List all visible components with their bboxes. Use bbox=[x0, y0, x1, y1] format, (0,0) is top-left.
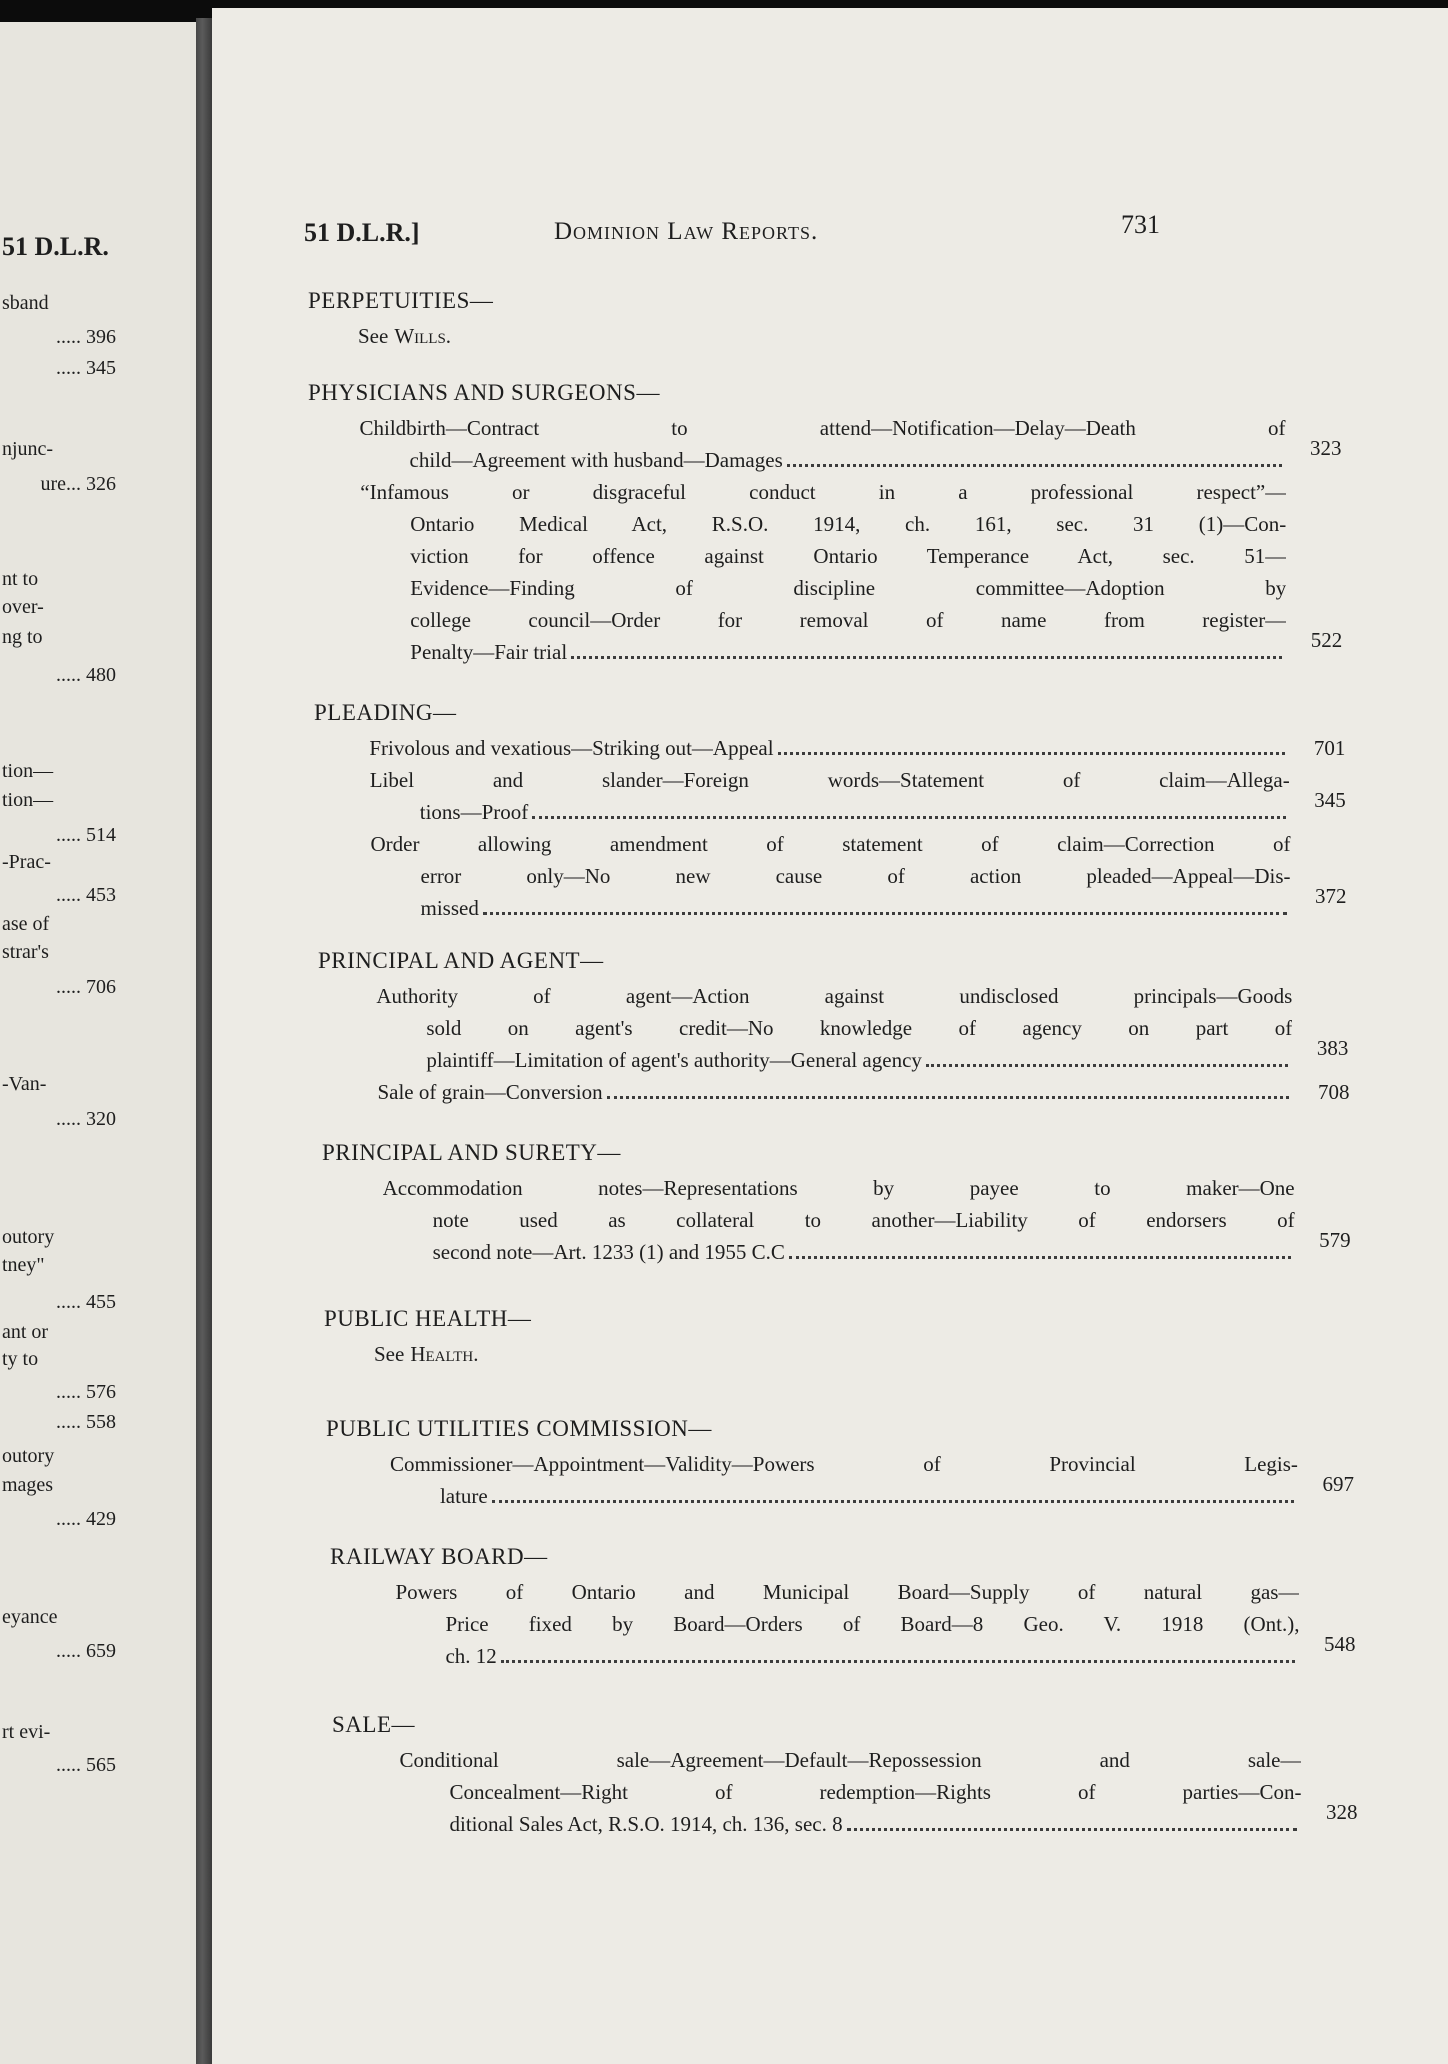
left-page-fragment-line: -Van- bbox=[2, 1073, 47, 1095]
left-page-fragment-line: ure... 326 bbox=[40, 473, 116, 495]
left-page-fragment-line: njunc- bbox=[2, 438, 54, 460]
entry-line: error only—No new cause of action pleaded—Appeal—Dis- bbox=[420, 864, 1291, 888]
index-heading: SALE— bbox=[332, 1712, 415, 1737]
see-prefix: See bbox=[358, 324, 389, 348]
volume-label: 51 D.L.R.] bbox=[304, 218, 420, 247]
page-reference: 345 bbox=[1314, 788, 1346, 812]
see-prefix: See bbox=[374, 1342, 405, 1366]
entry-line: Concealment—Right of redemption—Rights of parties—Con- bbox=[449, 1780, 1302, 1804]
entry-line: Conditional sale—Agreement—Default—Repossession and sale— bbox=[399, 1748, 1302, 1772]
see-target: Health. bbox=[410, 1342, 479, 1366]
entry-text: child—Agreement with husband—Damages bbox=[409, 448, 783, 472]
left-page-fragment-line: tney" bbox=[2, 1254, 45, 1276]
entry-line: sold on agent's credit—No knowledge of agency on part of bbox=[426, 1016, 1293, 1040]
entry-line: Powers of Ontario and Municipal Board—Supply of natural gas— bbox=[395, 1580, 1300, 1604]
entry-text: tions—Proof bbox=[419, 800, 529, 824]
left-page-fragment-line: ..... 455 bbox=[56, 1291, 116, 1313]
entry-final-line bbox=[440, 1482, 1298, 1510]
dot-leader bbox=[926, 1064, 1288, 1067]
entry-final-line bbox=[433, 1238, 1295, 1266]
entry-line: Commissioner—Appointment—Validity—Powers of Provincial Legis- bbox=[389, 1452, 1298, 1476]
left-page-fragment-line: ng to bbox=[2, 626, 43, 648]
left-page-fragment-line: outory bbox=[2, 1226, 55, 1248]
entry-text: Sale of grain—Conversion bbox=[377, 1080, 603, 1104]
dot-leader bbox=[847, 1828, 1298, 1831]
left-page-fragment-line: sband bbox=[2, 292, 49, 314]
entry-text: ch. 12 bbox=[445, 1644, 497, 1668]
entry-line: viction for offence against Ontario Temperance Act, sec. 51— bbox=[410, 544, 1287, 568]
dot-leader bbox=[789, 1256, 1291, 1259]
left-page-fragment-line: ..... 396 bbox=[56, 326, 116, 348]
entry-final-line bbox=[421, 894, 1291, 922]
dot-leader bbox=[532, 816, 1285, 819]
entry-line: note used as collateral to another—Liability of endorsers of bbox=[432, 1208, 1295, 1232]
left-page-fragment-line: tion— bbox=[2, 760, 54, 782]
left-page-fragment-line: ..... 576 bbox=[56, 1381, 116, 1403]
see-reference bbox=[374, 1340, 479, 1368]
dot-leader bbox=[492, 1500, 1294, 1503]
index-heading: RAILWAY BOARD— bbox=[330, 1544, 548, 1569]
left-page-fragment-line: ..... 659 bbox=[56, 1640, 116, 1662]
left-page-fragment-line: ase of bbox=[2, 913, 50, 935]
see-target: Wills. bbox=[394, 324, 452, 348]
page-reference: 701 bbox=[1313, 736, 1346, 760]
see-reference bbox=[358, 322, 451, 350]
page-reference: 522 bbox=[1310, 628, 1343, 652]
entry-text: ditional Sales Act, R.S.O. 1914, ch. 136, sec. 8 bbox=[449, 1812, 843, 1836]
entry-text: plaintiff—Limitation of agent's authority—General agency bbox=[426, 1048, 922, 1072]
entry-final-line bbox=[420, 798, 1290, 826]
entry-text: Frivolous and vexatious—Striking out—Appeal bbox=[369, 736, 774, 760]
entry-text: second note—Art. 1233 (1) and 1955 C.C bbox=[432, 1240, 785, 1264]
index-heading: PUBLIC HEALTH— bbox=[324, 1306, 532, 1331]
left-page-fragment-line: eyance bbox=[2, 1606, 58, 1628]
index-heading: PLEADING— bbox=[314, 700, 457, 725]
entry-line: Order allowing amendment of statement of claim—Correction of bbox=[370, 832, 1291, 856]
dot-leader bbox=[787, 464, 1282, 467]
left-page-fragment-line: ..... 514 bbox=[56, 824, 116, 846]
entry-line: Ontario Medical Act, R.S.O. 1914, ch. 161, sec. 31 (1)—Con- bbox=[410, 512, 1287, 536]
index-heading: PRINCIPAL AND AGENT— bbox=[318, 948, 604, 973]
page-reference: 328 bbox=[1325, 1800, 1358, 1824]
entry-line: “Infamous or disgraceful conduct in a professional respect”— bbox=[360, 480, 1287, 504]
entry-text: Penalty—Fair trial bbox=[410, 640, 568, 664]
left-page-fragment-line: ..... 429 bbox=[56, 1508, 116, 1530]
dot-leader bbox=[571, 656, 1282, 659]
page-reference: 708 bbox=[1317, 1080, 1350, 1104]
dot-leader bbox=[483, 912, 1287, 915]
page-number: 731 bbox=[1121, 210, 1160, 239]
left-page-fragment-line: rt evi- bbox=[2, 1721, 51, 1743]
left-page-fragment-line: ..... 565 bbox=[56, 1754, 116, 1776]
left-page-fragment-line: ..... 706 bbox=[56, 976, 116, 998]
book-gutter bbox=[196, 18, 212, 2064]
left-page-fragment-line: mages bbox=[2, 1474, 54, 1496]
running-header bbox=[304, 210, 1160, 250]
index-heading: PUBLIC UTILITIES COMMISSION— bbox=[326, 1416, 712, 1441]
dot-leader bbox=[501, 1660, 1296, 1663]
entry-final-line bbox=[377, 1078, 1293, 1106]
entry-final-line bbox=[410, 638, 1286, 666]
left-page-fragment-line: ..... 320 bbox=[56, 1108, 116, 1130]
entry-line: Accommodation notes—Representations by payee to maker—One bbox=[382, 1176, 1295, 1200]
index-heading: PRINCIPAL AND SURETY— bbox=[322, 1140, 621, 1165]
left-page-fragment-line: strar's bbox=[2, 941, 49, 963]
page-reference: 372 bbox=[1315, 884, 1347, 908]
entry-final-line bbox=[426, 1046, 1292, 1074]
left-page-fragment-line: ant or bbox=[2, 1321, 49, 1343]
page-reference: 323 bbox=[1310, 436, 1342, 460]
entry-final-line bbox=[369, 734, 1289, 762]
entry-line: Evidence—Finding of discipline committee—Adoption by bbox=[410, 576, 1287, 600]
index-heading: PHYSICIANS AND SURGEONS— bbox=[308, 380, 660, 405]
left-page-fragment-line: ..... 480 bbox=[56, 664, 116, 686]
dot-leader bbox=[607, 1096, 1290, 1099]
left-page-fragment-line: ..... 558 bbox=[56, 1411, 116, 1433]
left-page-fragment-line: tion— bbox=[2, 789, 54, 811]
dot-leader bbox=[778, 752, 1286, 755]
entry-line: Libel and slander—Foreign words—Statement of claim—Allega- bbox=[369, 768, 1290, 792]
page-reference: 697 bbox=[1322, 1472, 1354, 1496]
entry-text: lature bbox=[439, 1484, 488, 1508]
entry-final-line bbox=[449, 1810, 1301, 1838]
page-reference: 548 bbox=[1323, 1632, 1356, 1656]
left-page-fragment-line: ty to bbox=[2, 1348, 39, 1370]
entry-line: college council—Order for removal of name from register— bbox=[410, 608, 1287, 632]
index-heading: PERPETUITIES— bbox=[308, 288, 494, 313]
entry-line: Price fixed by Board—Orders of Board—8 Geo. V. 1918 (Ont.), bbox=[445, 1612, 1300, 1636]
left-page-fragment-line: nt to bbox=[2, 568, 39, 590]
left-page-header: 51 D.L.R. bbox=[2, 232, 109, 261]
entry-final-line bbox=[445, 1642, 1299, 1670]
publication-title: Dominion Law Reports. bbox=[554, 218, 819, 245]
left-page-fragment-line: over- bbox=[2, 596, 44, 618]
left-page-fragment-line: outory bbox=[2, 1445, 55, 1467]
entry-final-line bbox=[410, 446, 1286, 474]
left-page-fragment-line: ..... 345 bbox=[56, 357, 116, 379]
entry-line: Authority of agent—Action against undisclosed principals—Goods bbox=[376, 984, 1293, 1008]
index-page bbox=[212, 8, 1448, 2064]
left-page-fragment bbox=[0, 22, 196, 2064]
left-page-fragment-line: -Prac- bbox=[2, 851, 51, 873]
left-page-fragment-line: ..... 453 bbox=[56, 884, 116, 906]
entry-line: Childbirth—Contract to attend—Notification—Delay—Death of bbox=[359, 416, 1286, 440]
entry-text: missed bbox=[420, 896, 479, 920]
page-reference: 383 bbox=[1316, 1036, 1349, 1060]
page-reference: 579 bbox=[1319, 1228, 1351, 1252]
